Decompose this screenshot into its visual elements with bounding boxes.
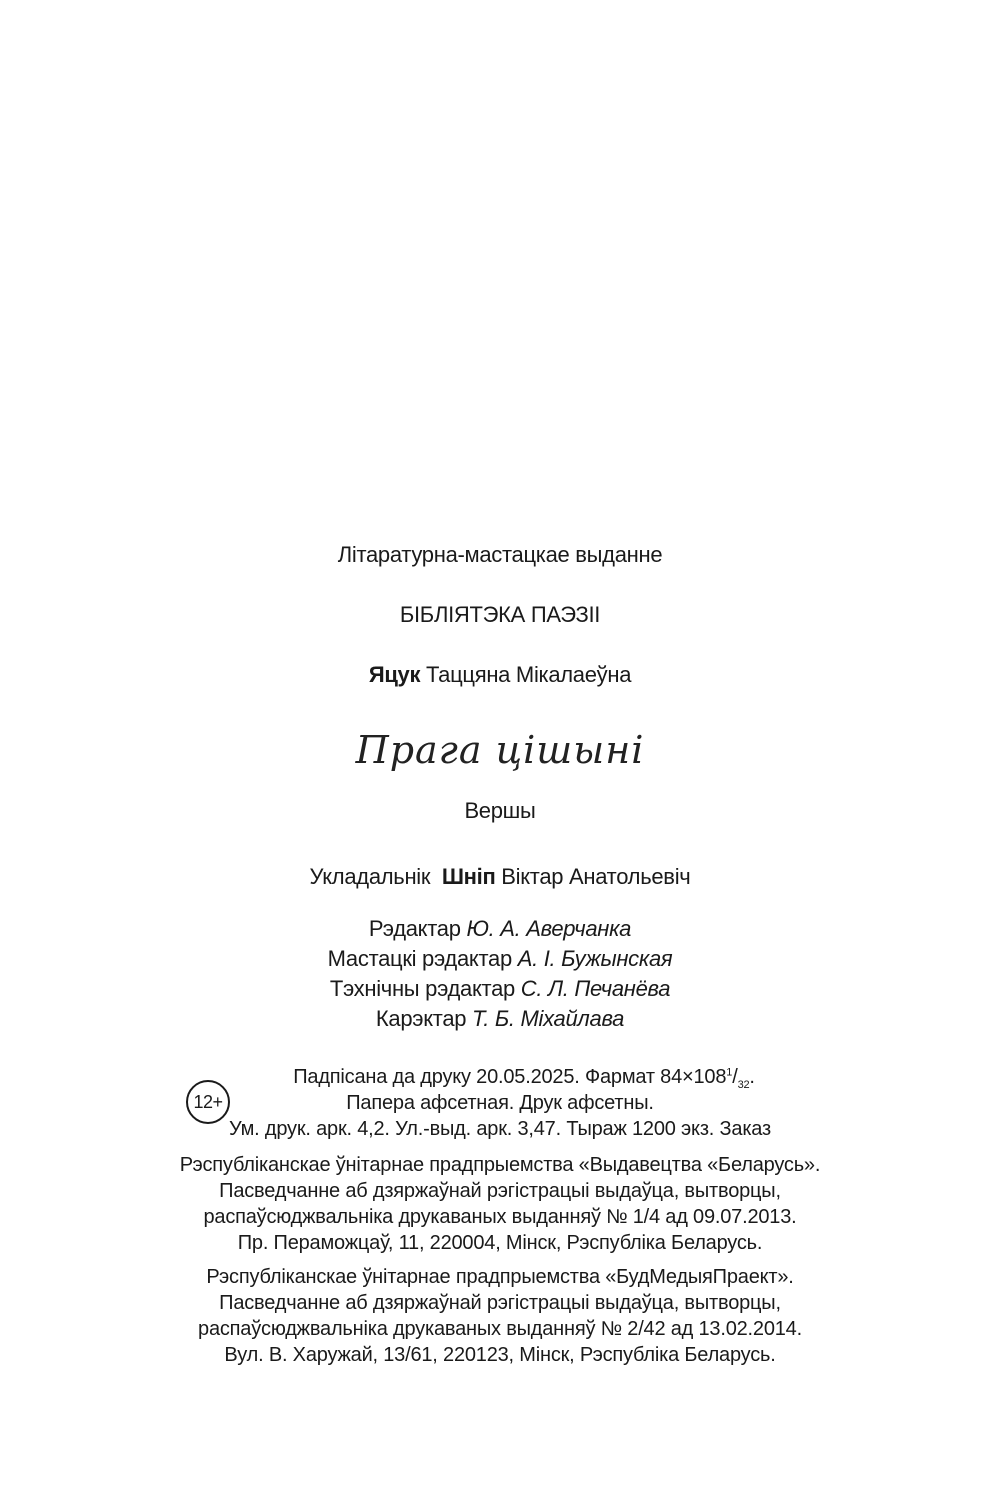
credit-person: А. І. Бужынская: [517, 946, 673, 971]
credit-person: С. Л. Печанёва: [520, 976, 671, 1001]
print-info-line3: Ум. друк. арк. 4,2. Ул.-выд. арк. 3,47. Тыраж 1200 экз. Заказ: [229, 1118, 771, 1140]
format-fraction-numerator: 1: [726, 1066, 733, 1079]
printer-line2: Пасведчанне аб дзяржаўнай рэгістрацыі выдаўца, вытворцы,: [219, 1292, 781, 1314]
book-title: Прага цішыні: [355, 728, 645, 772]
printer-line1: Рэспубліканскае ўнітарнае прадпрыемства «БудМедыяПраект».: [206, 1266, 794, 1288]
genre: Вершы: [464, 798, 536, 823]
publisher-line2: Пасведчанне аб дзяржаўнай рэгістрацыі выдаўца, вытворцы,: [219, 1180, 781, 1202]
publisher-line4: Пр. Пераможцаў, 11, 220004, Мінск, Рэспубліка Беларусь.: [237, 1232, 763, 1254]
print-signed-format: Падпісана да друку 20.05.2025. Фармат 84×108: [293, 1066, 727, 1088]
print-info-line1: Падпісана да друку 20.05.2025. Фармат $84\times 108^1/_{32}$.: [293, 1066, 755, 1091]
credit-role: Тэхнічны рэдактар: [329, 976, 515, 1001]
credit-person: Ю. А. Аверчанка: [466, 916, 632, 941]
compiler-line: [0, 864, 1000, 890]
credit-proofreader: [0, 1006, 1000, 1032]
compiler-surname: Шніп: [441, 864, 496, 889]
credit-editor: [0, 916, 1000, 942]
author-surname: Яцук: [368, 662, 421, 687]
credit-role: Рэдактар: [368, 916, 461, 941]
author-line: [0, 662, 1000, 688]
author-given-names: Таццяна Мікалаеўна: [426, 662, 632, 687]
compiler-given-names: Віктар Анатольевіч: [501, 864, 691, 889]
credit-role: Мастацкі рэдактар: [327, 946, 512, 971]
credit-person: Т. Б. Міхайлава: [472, 1006, 625, 1031]
credit-tech-editor: [0, 976, 1000, 1002]
format-fraction-denominator: 32: [737, 1079, 750, 1091]
series-title: БІБЛІЯТЭКА ПАЭЗІІ: [399, 602, 601, 627]
credit-art-editor: [0, 946, 1000, 972]
print-info-line2: Папера афсетная. Друк афсетны.: [346, 1092, 654, 1114]
compiler-label: Укладальнік: [309, 864, 431, 889]
edition-type: Літаратурна-мастацкае выданне: [337, 542, 663, 567]
age-rating-badge: 12+: [186, 1080, 230, 1124]
publisher-line3: распаўсюджвальніка друкаваных выданняў № 1/4 ад 09.07.2013.: [203, 1206, 797, 1228]
publisher-line1: Рэспубліканскае ўнітарнае прадпрыемства «Выдавецтва «Беларусь».: [179, 1154, 821, 1176]
credit-role: Карэктар: [375, 1006, 467, 1031]
format-end: .: [749, 1066, 755, 1088]
printer-line4: Вул. В. Харужай, 13/61, 220123, Мінск, Рэспубліка Беларусь.: [224, 1344, 776, 1366]
printer-line3: распаўсюджвальніка друкаваных выданняў № 2/42 ад 13.02.2014.: [198, 1318, 802, 1340]
